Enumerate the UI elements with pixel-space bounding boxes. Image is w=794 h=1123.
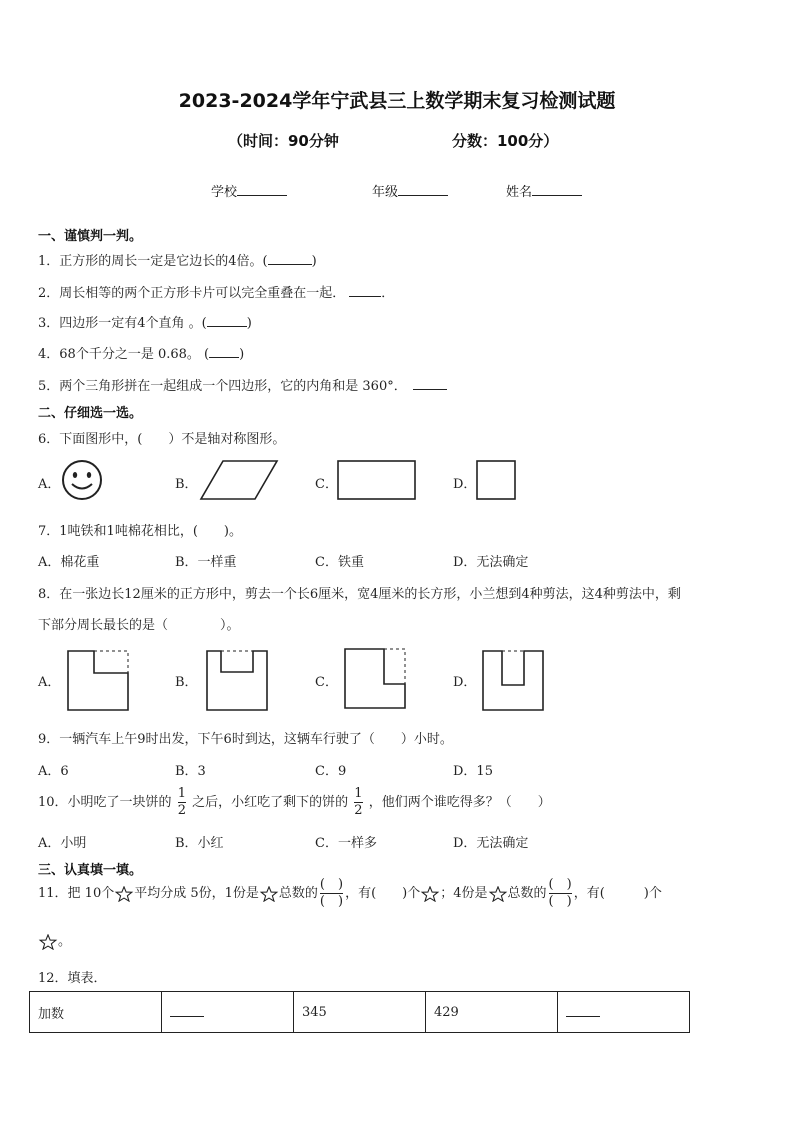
- option-a[interactable]: A．小明: [38, 836, 87, 851]
- paren-open: (: [319, 894, 325, 909]
- question-text: 平均分成 5份，1份是: [134, 886, 259, 901]
- school-field[interactable]: [211, 181, 287, 200]
- exam-time: （时间：90分钟: [228, 132, 339, 150]
- page-title: 2023-2024学年宁武县三上数学期末复习检测试题: [178, 90, 616, 112]
- paren-close: ): [566, 894, 572, 909]
- question-text: 10．小明吃了一块饼的: [38, 795, 172, 810]
- answer-blank[interactable]: [170, 1004, 204, 1017]
- option-d[interactable]: D．无法确定: [453, 555, 529, 570]
- question-text: ，有( )个: [573, 886, 662, 901]
- table-cell-blank[interactable]: [558, 992, 690, 1033]
- section-title: 二、仔细选一选。: [38, 406, 143, 421]
- star-icon: [38, 934, 58, 950]
- table-cell: 429: [426, 992, 558, 1033]
- star-icon: [114, 886, 134, 902]
- question-text: 1．正方形的周长一定是它边长的4倍。(: [38, 254, 268, 269]
- option-c[interactable]: C．铁重: [315, 555, 364, 570]
- grade-label: 年级: [372, 185, 399, 200]
- paren-open: (: [319, 877, 325, 892]
- question-text: 11．把 10个: [38, 886, 115, 901]
- question-text: 。: [58, 934, 72, 949]
- question-8-line1: 8．在一张边长12厘米的正方形中，剪去一个长6厘米，宽4厘米的长方形，小兰想到4种剪法，这4种剪法中，剩: [38, 587, 681, 602]
- option-c-label[interactable]: C．: [315, 477, 338, 492]
- question-text: 之后，小红吃了剩下的饼的: [192, 795, 349, 810]
- question-7: 7．1吨铁和1吨棉花相比，( )。: [38, 524, 242, 539]
- question-text: 2．周长相等的两个正方形卡片可以完全重叠在一起．: [38, 286, 346, 301]
- name-blank[interactable]: [532, 183, 582, 196]
- option-c[interactable]: C．9: [315, 764, 347, 779]
- option-c[interactable]: C．一样多: [315, 836, 377, 851]
- question-8-line2: 下部分周长最长的是（ ）。: [38, 618, 240, 633]
- answer-blank[interactable]: [207, 314, 247, 327]
- paren-close: ): [338, 877, 344, 892]
- question-text: ；4份是: [440, 886, 488, 901]
- question-text: ): [246, 316, 252, 331]
- name-label: 姓名: [506, 185, 533, 200]
- exam-score: 分数：100分）: [452, 132, 559, 150]
- option-b[interactable]: B．3: [175, 764, 206, 779]
- answer-blank[interactable]: [566, 1004, 600, 1017]
- option-b[interactable]: B．一样重: [175, 555, 237, 570]
- option-a-label[interactable]: A．: [38, 675, 61, 690]
- fraction-blank[interactable]: [320, 877, 343, 910]
- question-text: 总数的: [278, 886, 318, 901]
- question-text: 4．68个千分之一是 0.68。 (: [38, 347, 210, 362]
- name-field[interactable]: [506, 181, 582, 200]
- option-d-label[interactable]: D．: [453, 675, 477, 690]
- question-text: ): [311, 254, 317, 269]
- question-5: [38, 375, 447, 394]
- question-text: ，有( )个: [345, 886, 421, 901]
- option-b[interactable]: B．小红: [175, 836, 224, 851]
- table-row: [30, 992, 690, 1033]
- question-text: 5．两个三角形拼在一起组成一个四边形，它的内角和是 360°．: [38, 379, 407, 394]
- question-10: [38, 786, 551, 819]
- option-a-label[interactable]: A．: [38, 477, 61, 492]
- answer-blank[interactable]: [209, 345, 239, 358]
- parallelogram-icon[interactable]: [199, 459, 279, 501]
- section-title: 三、认真填一填。: [38, 863, 143, 878]
- star-icon: [259, 886, 279, 902]
- option-b-label[interactable]: B．: [175, 477, 198, 492]
- cut-square-a-icon[interactable]: [66, 649, 132, 713]
- option-a[interactable]: A．6: [38, 764, 69, 779]
- fraction-numerator: 1: [354, 786, 363, 801]
- option-d[interactable]: D．无法确定: [453, 836, 529, 851]
- school-label: 学校: [211, 185, 238, 200]
- answer-blank[interactable]: [349, 284, 381, 297]
- section-title: 一、谨慎判一判。: [38, 229, 143, 244]
- option-c-label[interactable]: C．: [315, 675, 338, 690]
- question-text: ): [239, 347, 245, 362]
- question-text: ．: [381, 286, 395, 301]
- table-cell: 345: [294, 992, 426, 1033]
- star-icon: [488, 886, 508, 902]
- paren-open: (: [548, 877, 554, 892]
- question-1: [38, 250, 317, 269]
- grade-field[interactable]: [372, 181, 448, 200]
- question-text: 3．四边形一定有4个直角 。(: [38, 316, 207, 331]
- table-cell-header: 加数: [30, 992, 162, 1033]
- paren-open: (: [548, 894, 554, 909]
- fraction: [178, 786, 186, 819]
- question-6: 6．下面图形中，( ）不是轴对称图形。: [38, 432, 286, 447]
- question-12: 12．填表．: [38, 971, 107, 986]
- option-b-label[interactable]: B．: [175, 675, 198, 690]
- cut-square-d-icon[interactable]: [481, 649, 547, 713]
- fraction-denominator: 2: [177, 803, 186, 818]
- question-2: [38, 282, 394, 301]
- cut-square-b-icon[interactable]: [205, 649, 271, 713]
- fraction: [354, 786, 362, 819]
- smiley-face-icon[interactable]: [61, 459, 103, 501]
- fraction-blank[interactable]: [549, 877, 572, 910]
- question-text: ，他们两个谁吃得多？（ ）: [368, 795, 551, 810]
- question-3: [38, 312, 252, 331]
- answer-blank[interactable]: [413, 377, 447, 390]
- option-d-label[interactable]: D．: [453, 477, 477, 492]
- option-d[interactable]: D．15: [453, 764, 493, 779]
- school-blank[interactable]: [237, 183, 287, 196]
- table-cell-blank[interactable]: [162, 992, 294, 1033]
- paren-close: ): [566, 877, 572, 892]
- rectangle-icon[interactable]: [337, 460, 417, 501]
- answer-blank[interactable]: [268, 252, 312, 265]
- question-11: [38, 877, 662, 910]
- fill-table: [29, 991, 690, 1033]
- question-text: 总数的: [507, 886, 547, 901]
- grade-blank[interactable]: [398, 183, 448, 196]
- question-9: 9．一辆汽车上午9时出发，下午6时到达，这辆车行驶了（ ）小时。: [38, 732, 453, 747]
- fraction-numerator: 1: [177, 786, 186, 801]
- star-icon: [420, 886, 440, 902]
- fraction-denominator: 2: [354, 803, 363, 818]
- option-a[interactable]: A．棉花重: [38, 555, 100, 570]
- paren-close: ): [338, 894, 344, 909]
- cut-square-c-icon[interactable]: [343, 647, 409, 711]
- square-icon[interactable]: [476, 460, 518, 501]
- question-4: [38, 343, 244, 362]
- question-11-line2: [38, 930, 71, 950]
